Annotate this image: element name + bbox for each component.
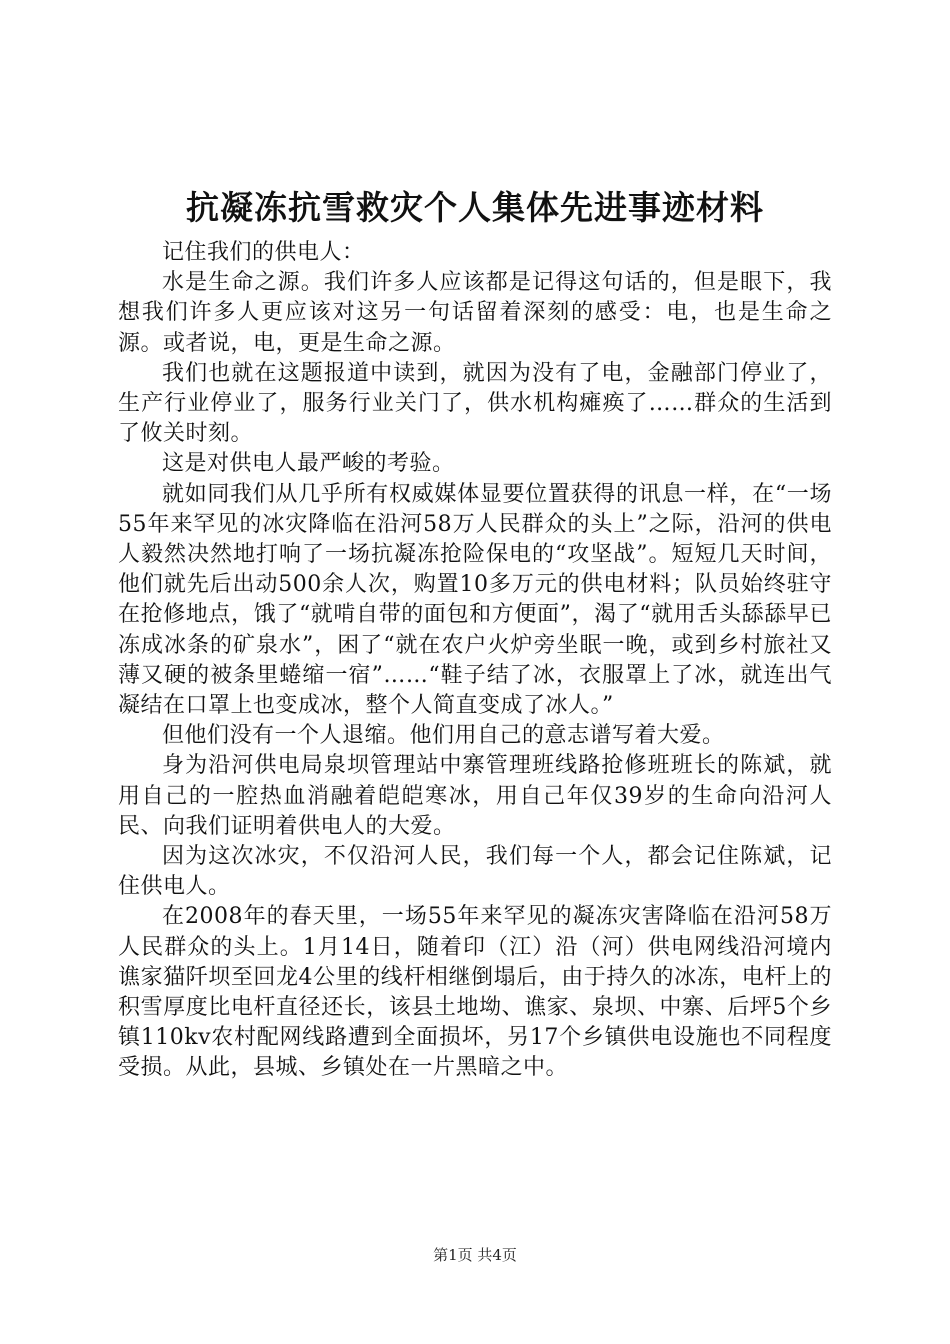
- page-number-footer: 第1页 共4页: [433, 1246, 517, 1264]
- paragraph: 我们也就在这题报道中读到，就因为没有了电，金融部门停业了，生产行业停业了，服务行业关门了，供水机构瘫痪了……群众的生活到了攸关时刻。: [118, 360, 832, 447]
- paragraph: 身为沿河供电局泉坝管理站中寨管理班线路抢修班班长的陈斌，就用自己的一腔热血消融着皑皑寒冰，用自己年仅39岁的生命向沿河人民、向我们证明着供电人的大爱。: [118, 753, 832, 839]
- paragraph-greeting: 记住我们的供电人：: [162, 240, 365, 265]
- paragraph: 但他们没有一个人退缩。他们用自己的意志谱写着大爱。: [162, 723, 725, 749]
- paragraph: 就如同我们从几乎所有权威媒体显要位置获得的讯息一样，在“一场55年来罕见的冰灾降临在沿河58万人民群众的头上”之际，沿河的供电人毅然决然地打响了一场抗凝冻抢险保电的“攻坚战”。短短几天时间，他们就先后出动500余人次，购置10多万元的供电材料；队员始终驻守在抢修地点，饿了“就啃自带的面包和方便面”，渴了“就用舌头舔舔早已冻成冰条的矿泉水”，困了“就在农户火炉旁坐眠一晚，或到乡村旅社又薄又硬的被条里蜷缩一宿”……“鞋子结了冰，衣服罩上了冰，就连出气凝结在口罩上也变成冰，整个人简直变成了冰人。”: [118, 481, 832, 719]
- paragraph: 在2008年的春天里，一场55年来罕见的凝冻灾害降临在沿河58万人民群众的头上。1月14日，随着印（江）沿（河）供电网线沿河境内谯家猫阡坝至回龙4公里的线杆相继倒塌后，由于持久的冰冻，电杆上的积雪厚度比电杆直径还长，该县土地坳、谯家、泉坝、中寨、后坪5个乡镇110kv农村配网线路遭到全面损坏，另17个乡镇供电设施也不同程度受损。从此，县城、乡镇处在一片黑暗之中。: [118, 904, 832, 1081]
- document-body: [118, 238, 832, 1084]
- paragraph: 水是生命之源。我们许多人应该都是记得这句话的，但是眼下，我想我们许多人更应该对这另一句话留着深刻的感受：电，也是生命之源。或者说，电，更是生命之源。: [118, 270, 832, 356]
- paragraph: 这是对供电人最严峻的考验。: [162, 451, 455, 477]
- document-title: 抗凝冻抗雪救灾个人集体先进事迹材料: [186, 188, 764, 227]
- paragraph: 因为这次冰灾，不仅沿河人民，我们每一个人，都会记住陈斌，记住供电人。: [118, 844, 832, 900]
